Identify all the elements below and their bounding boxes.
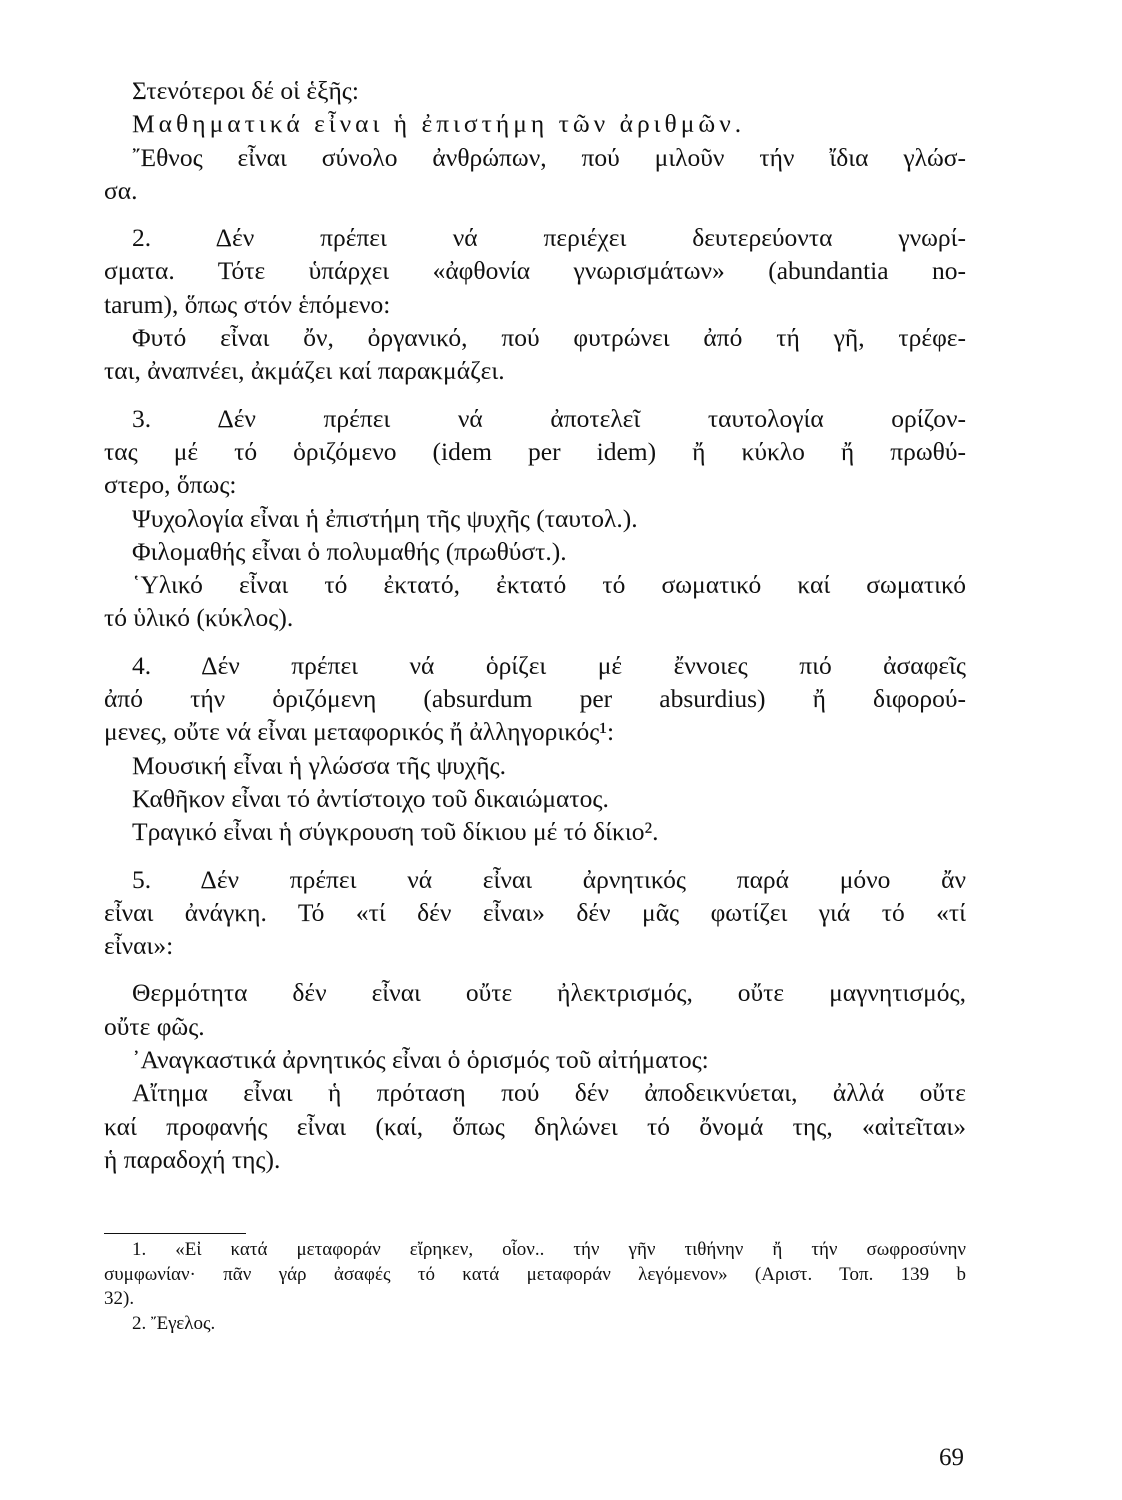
footnote-line: 1. «Εἰ κατά μεταφοράν εἴρηκεν, οἷον.. τήν γῆν τιθήνην ἤ τήν σωφροσύνην	[132, 1239, 966, 1260]
text-line: Στενότεροι δέ οἱ ἑξῆς:	[132, 76, 359, 105]
text-line: Μουσική εἶναι ἡ γλώσσα τῆς ψυχῆς.	[132, 750, 507, 780]
text-line: 2. Δέν πρέπει νά περιέχει δευτερεύοντα γνωρί-	[132, 223, 966, 253]
text-line: Καθῆκον εἶναι τό ἀντίστοιχο τοῦ δικαιώματος.	[132, 783, 609, 813]
text-line: τας μέ τό ὁριζόμενο (idem per idem) ἤ κύκλο ἤ πρωθύ-	[104, 436, 966, 466]
text-line: ῾Υλικό εἶναι τό ἐκτατό, ἐκτατό τό σωματικό καί σωματικό	[132, 570, 966, 600]
text-line: tarum), ὅπως στόν ἑπόμενο:	[104, 289, 391, 319]
text-line: τό ὑλικό (κύκλος).	[104, 603, 294, 633]
text-line: ἀπό τήν ὁριζόμενη (absurdum per absurdius) ἤ διφορού-	[104, 684, 966, 714]
text-line: Αἴτημα εἶναι ἡ πρόταση πού δέν ἀποδεικνύεται, ἀλλά οὔτε	[132, 1078, 966, 1108]
page-number: 69	[939, 1444, 964, 1471]
text-line: Θερμότητα δέν εἶναι οὔτε ἠλεκτρισμός, οὔτε μαγνητισμός,	[132, 978, 966, 1008]
footnote-line: 32).	[104, 1288, 135, 1310]
footnotes	[104, 1238, 966, 1336]
main-text	[104, 74, 966, 1176]
text-line: Ψυχολογία εἶναι ἡ ἐπιστήμη τῆς ψυχῆς (ταυτολ.).	[132, 503, 638, 533]
text-line: οὔτε φῶς.	[104, 1011, 205, 1041]
text-line: στερο, ὅπως:	[104, 470, 237, 500]
text-line: 3. Δέν πρέπει νά ἀποτελεῖ ταυτολογία ορίζον-	[132, 403, 966, 433]
text-line: Μαθηματικά εἶναι ἡ ἐπιστήμη τῶν ἀριθμῶν.	[132, 109, 746, 139]
text-line: καί προφανής εἶναι (καί, ὅπως δηλώνει τό ὄνομά της, «αἰτεῖται»	[104, 1111, 966, 1141]
footnote-line: συμφωνίαν· πᾶν γάρ ἀσαφές τό κατά μεταφοράν λεγόμενον» (Αριστ. Τοπ. 139 b	[104, 1263, 966, 1285]
footnote-line: 2. Ἔγελος.	[132, 1312, 216, 1334]
text-line: σα.	[104, 175, 138, 205]
text-line: 4. Δέν πρέπει νά ὁρίζει μέ ἔννοιες πιό ἀσαφεῖς	[132, 650, 966, 680]
text-line: 5. Δέν πρέπει νά εἶναι ἀρνητικός παρά μόνο ἄν	[132, 864, 966, 894]
footnote-divider	[104, 1233, 246, 1234]
text-line: Τραγικό εἶναι ἡ σύγκρουση τοῦ δίκιου μέ τό δίκιο².	[132, 817, 659, 847]
text-line: ᾿Αναγκαστικά ἀρνητικός εἶναι ὁ ὁρισμός τοῦ αἰτήματος:	[132, 1045, 709, 1075]
text-line: μενες, οὔτε νά εἶναι μεταφορικός ἤ ἀλληγορικός¹:	[104, 717, 615, 747]
text-line: ται, ἀναπνέει, ἀκμάζει καί παρακμάζει.	[104, 356, 505, 386]
text-line: Φυτό εἶναι ὄν, ὀργανικό, πού φυτρώνει ἀπό τή γῆ, τρέφε-	[132, 323, 966, 353]
text-line: σματα. Τότε ὑπάρχει «ἀφθονία γνωρισμάτων» (abundantia no-	[104, 256, 966, 286]
text-line: εἶναι»:	[104, 931, 174, 961]
text-line: ἡ παραδοχή της).	[104, 1144, 281, 1174]
text-line: Φιλομαθής εἶναι ὁ πολυμαθής (πρωθύστ.).	[132, 536, 567, 566]
text-line: ῎Εθνος εἶναι σύνολο ἀνθρώπων, πού μιλοῦν τήν ἴδια γλώσ-	[132, 142, 966, 172]
text-line: εἶναι ἀνάγκη. Τό «τί δέν εἶναι» δέν μᾶς φωτίζει γιά τό «τί	[104, 897, 966, 927]
